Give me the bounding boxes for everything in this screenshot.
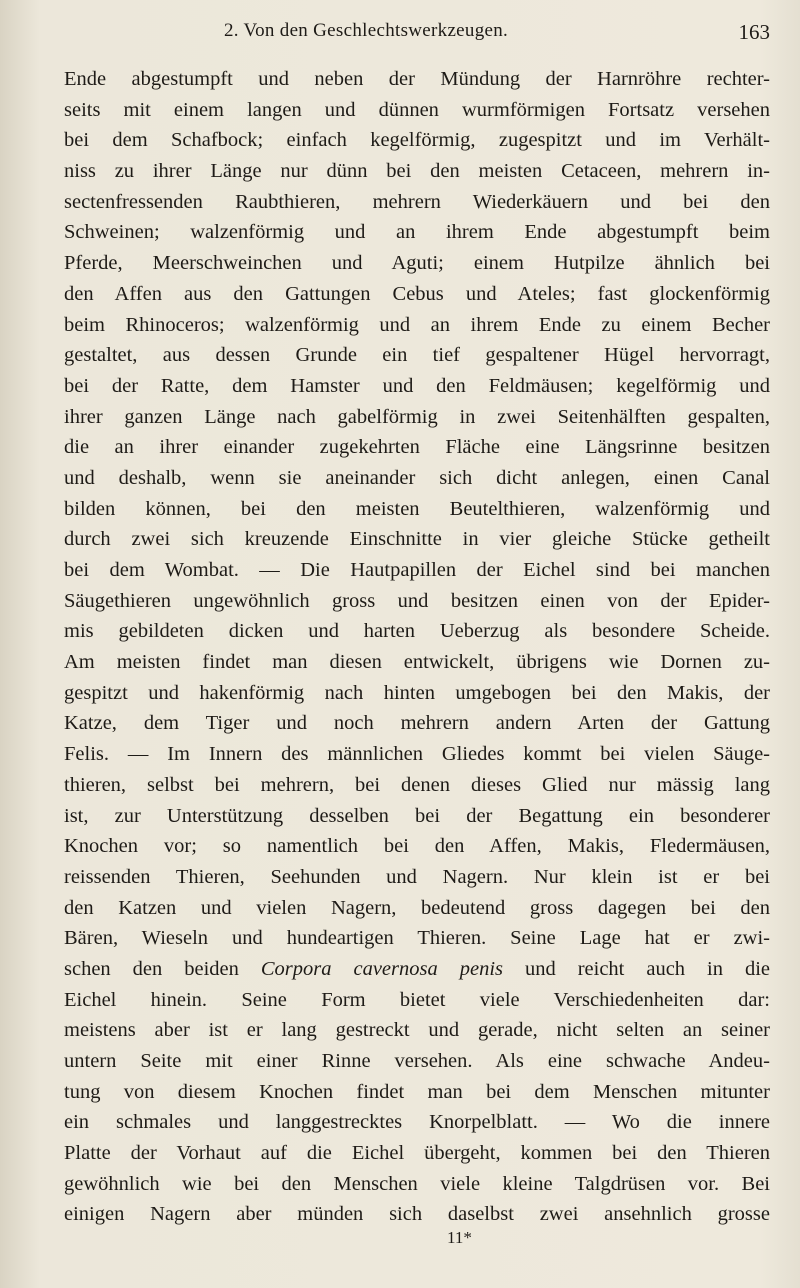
text-line: beim Rhinoceros; walzenförmig und an ihrem Ende zu einem Becher <box>64 313 770 336</box>
text-line: Felis. — Im Innern des männlichen Gliedes kommt bei vielen Säuge- <box>64 743 770 766</box>
running-header <box>64 20 770 50</box>
text-line: Platte der Vorhaut auf die Eichel übergeht, kommen bei den Thieren <box>64 1142 770 1165</box>
text-line: seits mit einem langen und dünnen wurmförmigen Fortsatz versehen <box>64 98 770 121</box>
text-line: Ende abgestumpft und neben der Mündung der Harnröhre rechter- <box>64 68 770 90</box>
italic-term: Corpora cavernosa penis <box>260 957 503 980</box>
text-segment: und reicht auch in die <box>524 957 771 980</box>
signature-mark: 11* <box>447 1228 472 1247</box>
text-line: meistens aber ist er lang gestreckt und gerade, nicht selten an seiner <box>64 1019 770 1042</box>
text-line: einigen Nagern aber münden sich daselbst zwei ansehnlich grosse <box>64 1203 770 1226</box>
text-segment: schen den beiden <box>64 957 239 980</box>
text-line: und deshalb, wenn sie aneinander sich dicht anlegen, einen Canal <box>64 466 770 489</box>
text-line: reissenden Thieren, Seehunden und Nagern. Nur klein ist er bei <box>64 865 770 888</box>
text-line: sectenfressenden Raubthieren, mehrern Wiederkäuern und bei den <box>64 190 770 213</box>
text-line: gestaltet, aus dessen Grunde ein tief gespaltener Hügel hervorragt, <box>64 344 770 367</box>
text-line: thieren, selbst bei mehrern, bei denen dieses Glied nur mässig lang <box>64 773 770 796</box>
text-line: den Katzen und vielen Nagern, bedeutend gross dagegen bei den <box>64 896 770 919</box>
text-line: den Affen aus den Gattungen Cebus und Ateles; fast glockenförmig <box>64 282 770 305</box>
text-line: mis gebildeten dicken und harten Ueberzug als besondere Scheide. <box>64 620 770 643</box>
chapter-title: 2. Von den Geschlechtswerkzeugen. <box>224 20 509 41</box>
text-line: Pferde, Meerschweinchen und Aguti; einem Hutpilze ähnlich bei <box>64 252 770 275</box>
text-line: bei der Ratte, dem Hamster und den Feldmäusen; kegelförmig und <box>64 374 770 397</box>
text-line: bei dem Schafbock; einfach kegelförmig, zugespitzt und im Verhält- <box>64 129 770 152</box>
text-line: gewöhnlich wie bei den Menschen viele kleine Talgdrüsen vor. Bei <box>64 1172 770 1195</box>
text-line: Eichel hinein. Seine Form bietet viele Verschiedenheiten dar: <box>64 988 770 1011</box>
text-line: Knochen vor; so namentlich bei den Affen, Makis, Fledermäusen, <box>64 835 770 858</box>
text-line: untern Seite mit einer Rinne versehen. Als eine schwache Andeu- <box>64 1050 770 1072</box>
text-line-with-italic <box>64 954 770 985</box>
page-number: 163 <box>738 20 770 44</box>
text-line: Säugethieren ungewöhnlich gross und besitzen einen von der Epider- <box>64 589 770 612</box>
text-line: gespitzt und hakenförmig nach hinten umgebogen bei den Makis, der <box>64 681 770 704</box>
text-line: Katze, dem Tiger und noch mehrern andern Arten der Gattung <box>64 712 770 735</box>
text-line: Am meisten findet man diesen entwickelt, übrigens wie Dornen zu- <box>64 651 770 674</box>
text-line: bilden können, bei den meisten Beutelthieren, walzenförmig und <box>64 497 770 520</box>
body-text <box>64 64 770 1230</box>
text-line: Schweinen; walzenförmig und an ihrem Ende abgestumpft beim <box>64 221 770 244</box>
text-line: bei dem Wombat. — Die Hautpapillen der Eichel sind bei manchen <box>64 559 770 581</box>
text-line: ihrer ganzen Länge nach gabelförmig in zwei Seitenhälften gespalten, <box>64 405 770 428</box>
text-line: niss zu ihrer Länge nur dünn bei den meisten Cetaceen, mehrern in- <box>64 160 770 183</box>
text-line: ist, zur Unterstützung desselben bei der Begattung ein besonderer <box>64 804 770 827</box>
text-line: die an ihrer einander zugekehrten Fläche eine Längsrinne besitzen <box>64 436 770 459</box>
text-line: durch zwei sich kreuzende Einschnitte in vier gleiche Stücke getheilt <box>64 528 770 551</box>
text-line: tung von diesem Knochen findet man bei dem Menschen mitunter <box>64 1080 770 1103</box>
text-line: ein schmales und langgestrecktes Knorpelblatt. — Wo die innere <box>64 1111 770 1134</box>
text-line: Bären, Wieseln und hundeartigen Thieren. Seine Lage hat er zwi- <box>64 927 770 950</box>
